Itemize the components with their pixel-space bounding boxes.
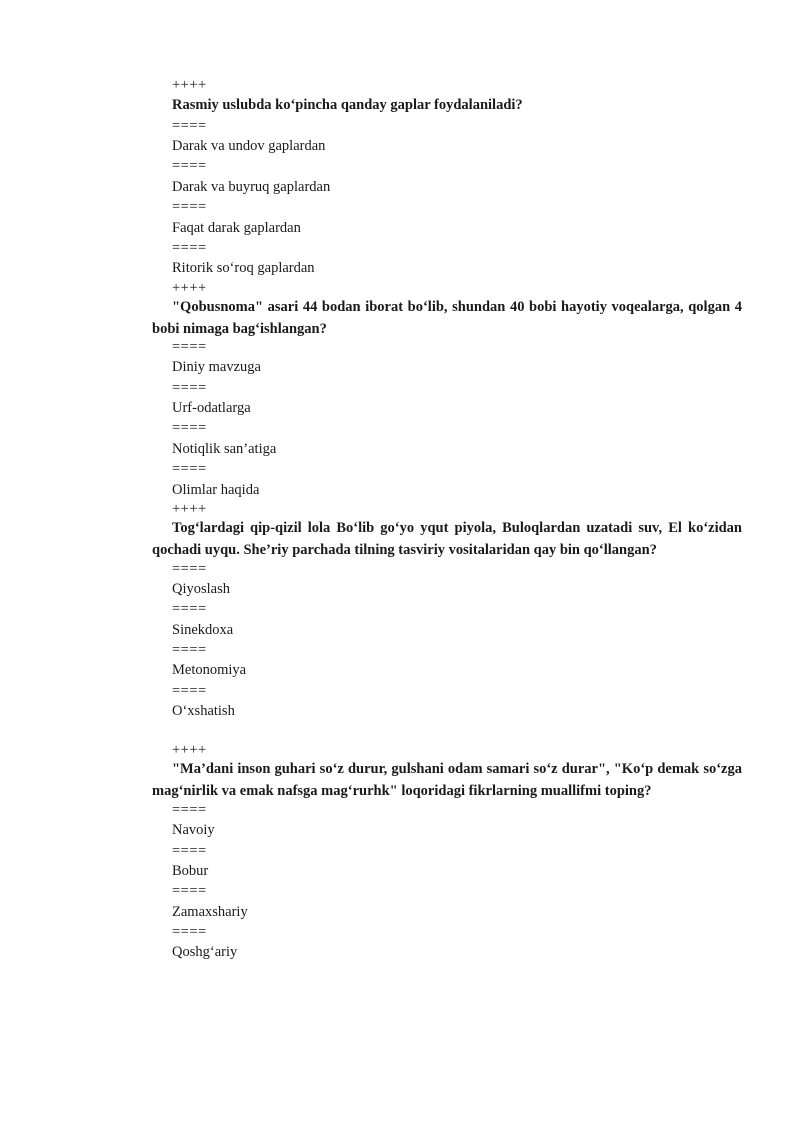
option-text: Darak va undov gaplardan [172,138,326,154]
question-marker: ++++ [172,742,207,758]
option-separator: ==== [172,158,207,174]
option-separator: ==== [172,339,207,355]
option-separator: ==== [172,883,207,899]
option-text: Sinekdoxa [172,622,234,638]
option-separator: ==== [172,380,207,396]
option-separator: ==== [172,240,207,256]
option-separator: ==== [172,924,207,940]
question-text: "Qobusnoma" asari 44 bodan iborat bo‘lib, shundan 40 bobi hayotiy voqealarga, qolgan 4 bobi nimaga bag‘ishlangan? [152,299,742,337]
option-separator: ==== [172,561,207,577]
option-text: Faqat darak gaplardan [172,220,301,236]
option-text: Qiyoslash [172,581,230,597]
option-text: Navoiy [172,822,215,838]
option-text: O‘xshatish [172,703,235,719]
option-text: Olimlar haqida [172,482,260,498]
option-text: Notiqlik san’atiga [172,441,277,457]
option-text: Zamaxshariy [172,904,248,920]
option-text: Metonomiya [172,662,247,678]
option-text: Diniy mavzuga [172,359,261,375]
option-separator: ==== [172,802,207,818]
option-separator: ==== [172,642,207,658]
option-separator: ==== [172,843,207,859]
question-text: Rasmiy uslubda ko‘pincha qanday gaplar foydalaniladi? [172,97,523,113]
option-separator: ==== [172,199,207,215]
option-separator: ==== [172,461,207,477]
option-text: Darak va buyruq gaplardan [172,179,331,195]
question-marker: ++++ [172,501,207,517]
option-text: Urf-odatlarga [172,400,251,416]
option-separator: ==== [172,420,207,436]
option-separator: ==== [172,683,207,699]
option-separator: ==== [172,118,207,134]
question-marker: ++++ [172,77,207,93]
option-text: Qoshg‘ariy [172,944,238,960]
option-separator: ==== [172,601,207,617]
question-text: Tog‘lardagi qip-qizil lola Bo‘lib go‘yo yqut piyola, Buloqlardan uzatadi suv, El ko‘zidan qochadi uyqu. She’riy parchada tilning tasviriy vositalaridan qay bin qo‘llangan? [152,520,742,558]
option-text: Ritorik so‘roq gaplardan [172,260,315,276]
question-marker: ++++ [172,280,207,296]
option-text: Bobur [172,863,209,879]
question-text: "Ma’dani inson guhari so‘z durur, gulshani odam samari so‘z durar", "Ko‘p demak so‘zga mag‘nirlik va emak nafsga mag‘rurhk" loqoridagi fikrlarning muallifmi toping? [152,761,742,799]
